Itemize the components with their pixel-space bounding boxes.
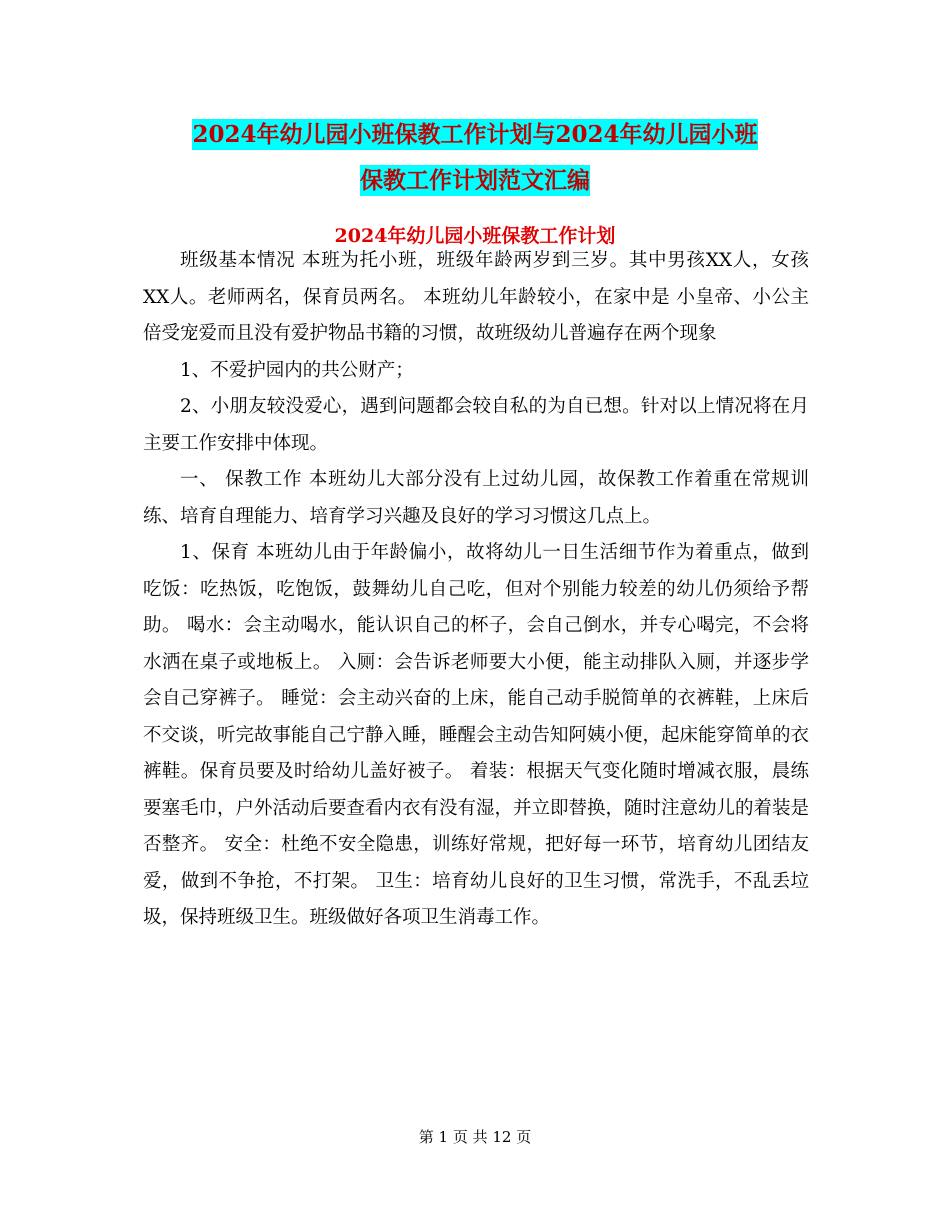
section-title: 2024年幼儿园小班保教工作计划 [334, 225, 616, 247]
paragraph: 班级基本情况 本班为托小班，班级年龄两岁到三岁。其中男孩XX人，女孩XX人。老师两名，保育员两名。 本班幼儿年龄较小，在家中是 小皇帝、小公主 倍受宠爱而且没有爱护物品书籍的习惯，故班级幼儿普遍存在两个现象 [143, 250, 809, 344]
paragraph: 2、小朋友较没爱心，遇到问题都会较自私的为自已想。针对以上情况将在月主要工作安排中体现。 [143, 396, 809, 454]
title-line-2: 保教工作计划范文汇编 [360, 167, 590, 194]
document-title [140, 112, 810, 204]
title-line-1: 2024年幼儿园小班保教工作计划与2024年幼儿园小班 [192, 121, 758, 148]
paragraph: 1、保育 本班幼儿由于年龄偏小，故将幼儿一日生活细节作为着重点，做到 吃饭：吃热饭，吃饱饭，鼓舞幼儿自己吃，但对个别能力较差的幼儿仍须给予帮助。 喝水：会主动喝水，能认识自己的杯子，会自己倒水，并专心喝完，不会将水洒在桌子或地板上。 入厕：会告诉老师要大小便，能主动排队入厕，并逐步学会自己穿裤子。 睡觉：会主动兴奋的上床，能自己动手脱简单的衣裤鞋，上床后不交谈，听完故事能自己宁静入睡，睡醒会主动告知阿姨小便，起床能穿简单的衣裤鞋。保育员要及时给幼儿盖好被子。 着装：根据天气变化随时增减衣服，晨练要塞毛巾，户外活动后要查看内衣有没有湿，并立即替换，随时注意幼儿的着装是否整齐。 安全：杜绝不安全隐患，训练好常规，把好每一环节，培育幼儿团结友爱，做到不争抢，不打架。 卫生：培育幼儿良好的卫生习惯，常洗手，不乱丢垃圾，保持班级卫生。班级做好各项卫生消毒工作。 [143, 542, 810, 928]
page-footer: 第 1 页 共 12 页 [418, 1128, 532, 1146]
body-text [143, 243, 809, 937]
paragraph: 一、 保教工作 本班幼儿大部分没有上过幼儿园，故保教工作着重在常规训练、培育自理能力、培育学习兴趣及良好的学习习惯这几点上。 [143, 469, 809, 527]
paragraph: 1、不爱护园内的共公财产； [180, 359, 414, 381]
